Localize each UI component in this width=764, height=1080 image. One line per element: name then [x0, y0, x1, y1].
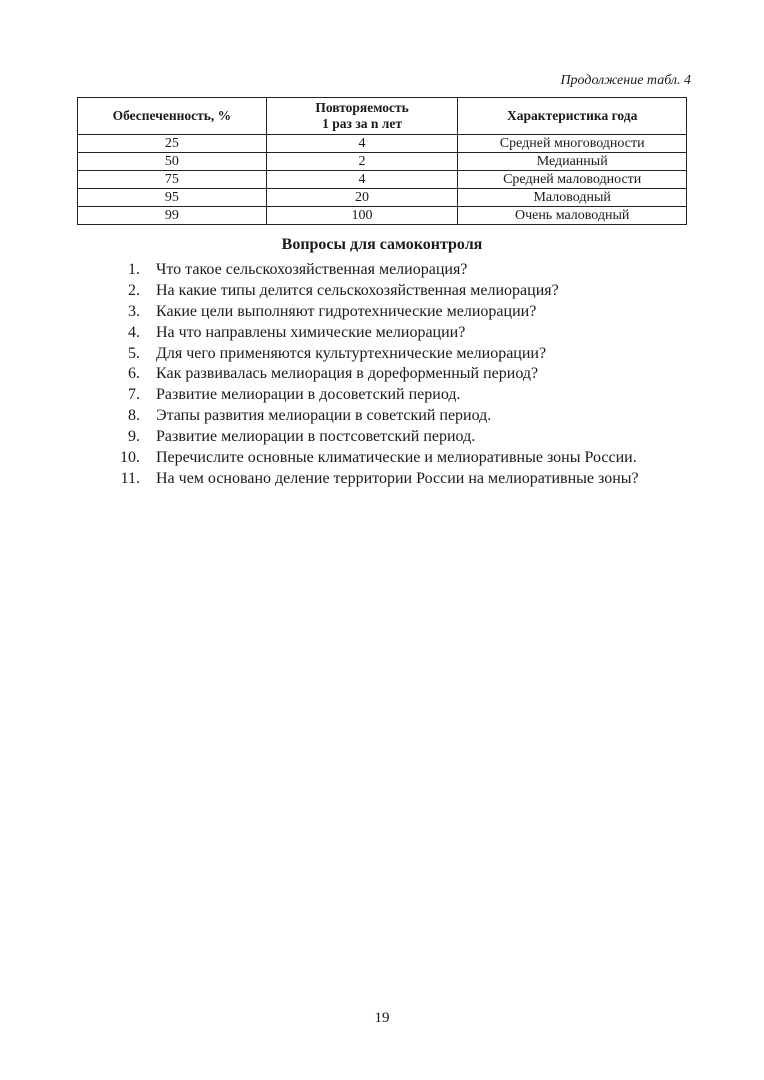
- cell-availability: 50: [78, 153, 267, 171]
- question-text: Какие цели выполняют гидротехнические мелиорации?: [156, 302, 537, 320]
- question-text: Этапы развития мелиорации в советский период.: [156, 407, 492, 425]
- cell-characteristic: Средней маловодности: [458, 171, 687, 189]
- cell-availability: 99: [78, 207, 267, 225]
- question-number: 10.: [120, 449, 140, 467]
- cell-availability: 95: [78, 189, 267, 207]
- question-number: 4.: [128, 323, 140, 341]
- cell-availability: 75: [78, 171, 267, 189]
- question-text: Что такое сельскохозяйственная мелиорация?: [156, 261, 468, 278]
- question-number: 11.: [120, 469, 140, 487]
- header-recurrence-line1: Повторяемость: [315, 100, 409, 115]
- question-text: На чем основано деление территории России на мелиоративные зоны?: [156, 469, 639, 487]
- cell-characteristic: Очень маловодный: [458, 207, 687, 225]
- header-recurrence: [266, 98, 458, 135]
- cell-recurrence: 20: [266, 189, 458, 207]
- water-availability-table: [77, 97, 687, 225]
- table-row: [78, 189, 687, 207]
- question-number: 8.: [128, 407, 140, 425]
- question-text: Для чего применяются культуртехнические мелиорации?: [156, 344, 547, 362]
- question-number: 1.: [128, 261, 140, 278]
- question-text: Развитие мелиорации в постсоветский период.: [156, 428, 476, 446]
- question-number: 3.: [128, 302, 140, 320]
- cell-characteristic: Маловодный: [458, 189, 687, 207]
- self-check-title: Вопросы для самоконтроля: [281, 236, 483, 253]
- header-recurrence-line2: 1 раз за n лет: [322, 116, 402, 131]
- question-number: 5.: [128, 344, 140, 362]
- question-number: 7.: [128, 386, 140, 404]
- question-number: 2.: [128, 281, 140, 299]
- cell-recurrence: 4: [266, 135, 458, 153]
- question-text: Развитие мелиорации в досоветский период.: [156, 386, 461, 404]
- cell-characteristic: Медианный: [458, 153, 687, 171]
- table-row: [78, 171, 687, 189]
- cell-recurrence: 4: [266, 171, 458, 189]
- cell-recurrence: 100: [266, 207, 458, 225]
- question-text: На что направлены химические мелиорации?: [156, 323, 466, 341]
- cell-characteristic: Средней многоводности: [458, 135, 687, 153]
- cell-availability: 25: [78, 135, 267, 153]
- question-text: На какие типы делится сельскохозяйственная мелиорация?: [156, 281, 559, 299]
- question-number: 9.: [128, 428, 140, 446]
- table-row: [78, 153, 687, 171]
- table-header-row: [78, 98, 687, 135]
- header-availability: Обеспеченность, %: [78, 98, 267, 135]
- page-number: 19: [374, 1010, 390, 1026]
- table-row: [78, 135, 687, 153]
- question-number: 6.: [128, 365, 140, 383]
- table-continuation-label: Продолжение табл. 4: [560, 73, 691, 88]
- question-text: Перечислите основные климатические и мелиоративные зоны России.: [156, 449, 637, 467]
- question-text: Как развивалась мелиорация в дореформенный период?: [156, 365, 539, 383]
- header-year-characteristic: Характеристика года: [458, 98, 687, 135]
- table-row: [78, 207, 687, 225]
- cell-recurrence: 2: [266, 153, 458, 171]
